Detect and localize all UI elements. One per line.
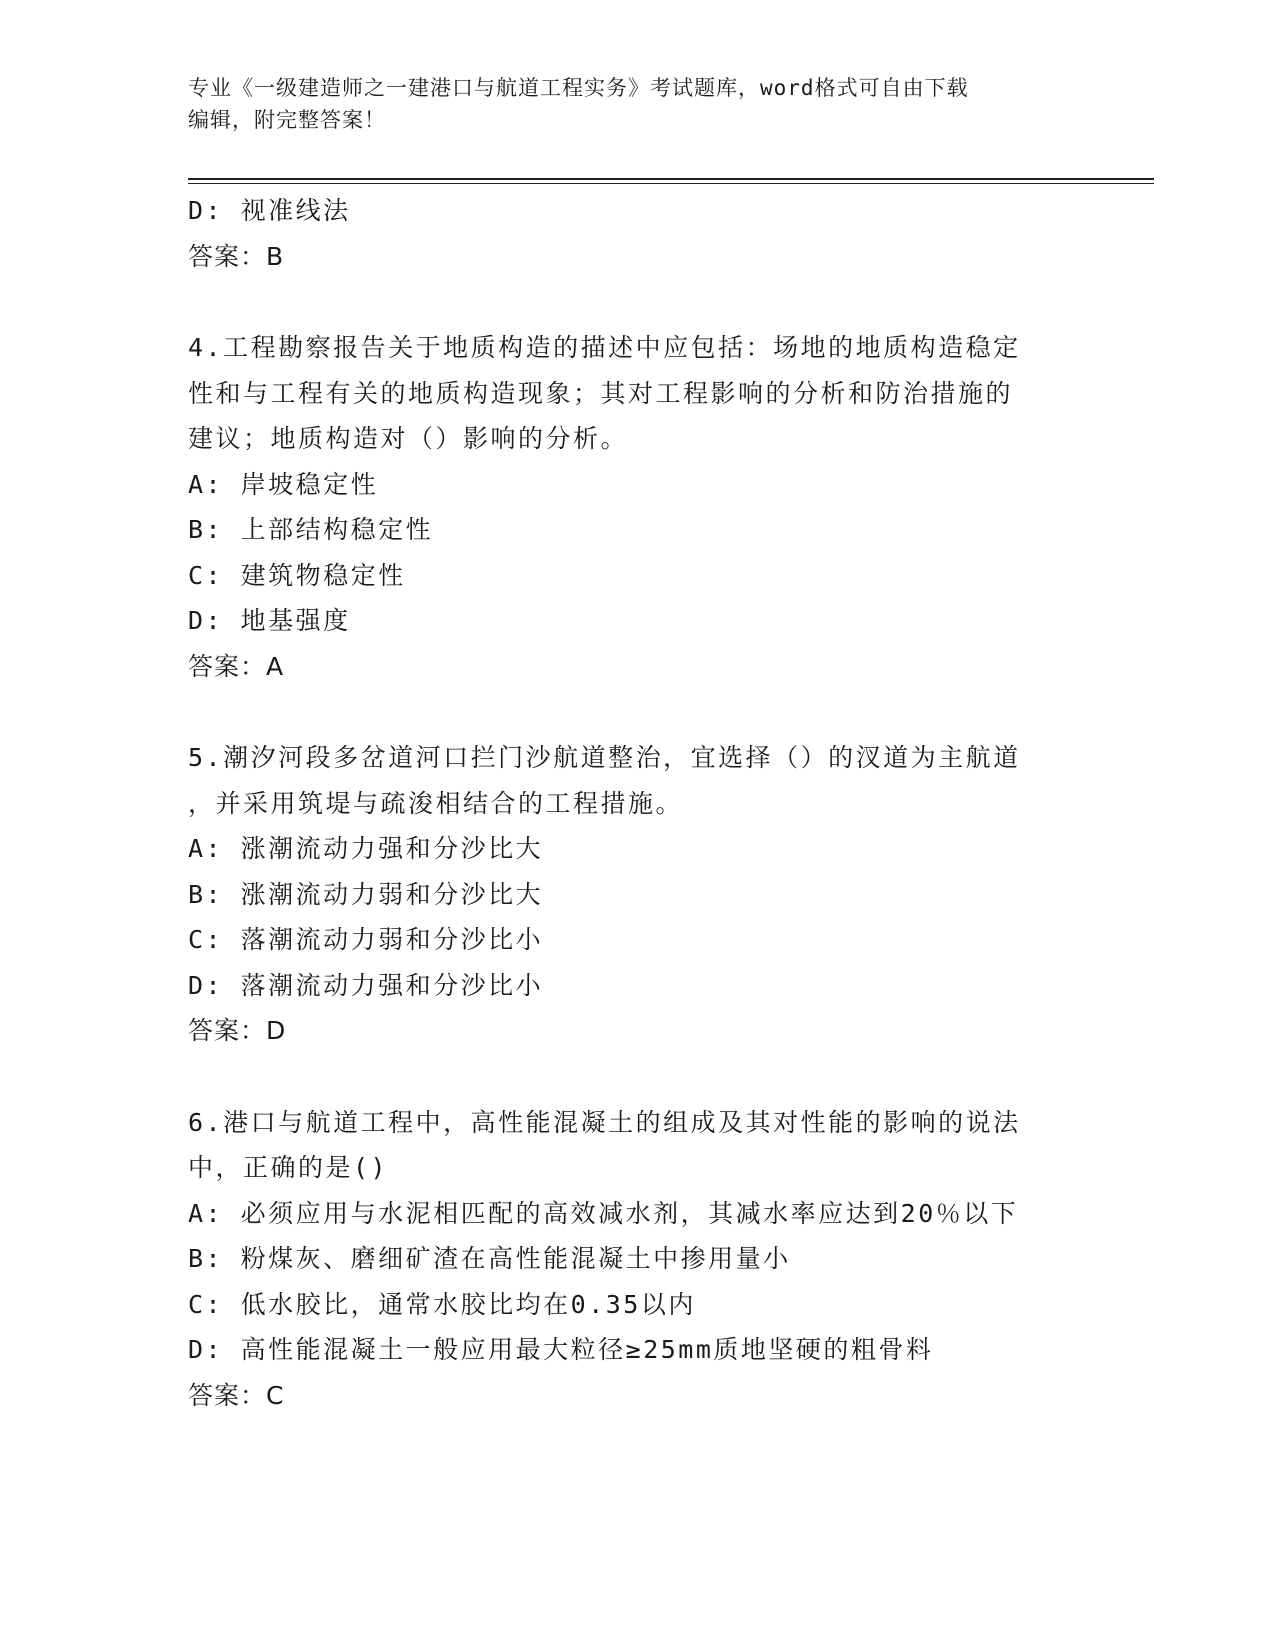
question-stem-line: 5.潮汐河段多岔道河口拦门沙航道整治，宜选择（）的汊道为主航道	[188, 743, 1021, 772]
question-stem-line: 6.港口与航道工程中，高性能混凝土的组成及其对性能的影响的说法	[188, 1107, 1021, 1137]
answer-line: 答案：C	[188, 1380, 285, 1410]
document-body	[188, 188, 1068, 1418]
question-4	[188, 325, 1068, 689]
option-d: D: 视准线法	[188, 196, 351, 225]
header-divider-thin	[188, 183, 1154, 184]
option-b: B: 上部结构稳定性	[188, 515, 434, 544]
question-6	[188, 1100, 1068, 1419]
document-header	[188, 72, 1088, 136]
header-line-1: 专业《一级建造师之一建港口与航道工程实务》考试题库，word格式可自由下载	[188, 76, 969, 100]
option-c: C: 落潮流动力弱和分沙比小	[188, 925, 544, 954]
option-c: C: 低水胶比，通常水胶比均在0.35以内	[188, 1289, 696, 1319]
question-3-tail	[188, 188, 1068, 279]
answer-line: 答案：B	[188, 241, 285, 271]
option-a: A: 必须应用与水泥相匹配的高效减水剂，其减水率应达到20％以下	[188, 1198, 1019, 1228]
option-a: A: 涨潮流动力强和分沙比大	[188, 834, 544, 863]
question-stem-line: 4.工程勘察报告关于地质构造的描述中应包括：场地的地质构造稳定	[188, 333, 1021, 362]
header-line-2: 编辑，附完整答案！	[188, 108, 386, 132]
option-d: D: 地基强度	[188, 606, 351, 635]
spacer	[188, 689, 1068, 735]
spacer	[188, 1054, 1068, 1100]
spacer	[188, 279, 1068, 325]
option-b: B: 涨潮流动力弱和分沙比大	[188, 879, 544, 909]
question-stem-line: ，并采用筑堤与疏浚相结合的工程措施。	[188, 788, 684, 818]
answer-line: 答案：D	[188, 1016, 287, 1045]
question-stem-line: 中，正确的是()	[188, 1153, 389, 1182]
question-stem-line: 建议；地质构造对（）影响的分析。	[188, 424, 629, 453]
question-stem-line: 性和与工程有关的地质构造现象；其对工程影响的分析和防治措施的	[188, 378, 1014, 408]
header-divider-thick	[188, 178, 1154, 180]
option-d: D: 高性能混凝土一般应用最大粒径≥25mm质地坚硬的粗骨料	[188, 1335, 934, 1364]
option-b: B: 粉煤灰、磨细矿渣在高性能混凝土中掺用量小	[188, 1244, 791, 1273]
option-a: A: 岸坡稳定性	[188, 469, 379, 499]
option-d: D: 落潮流动力强和分沙比小	[188, 970, 544, 1000]
answer-line: 答案：A	[188, 651, 285, 681]
option-c: C: 建筑物稳定性	[188, 560, 406, 590]
question-5	[188, 735, 1068, 1054]
